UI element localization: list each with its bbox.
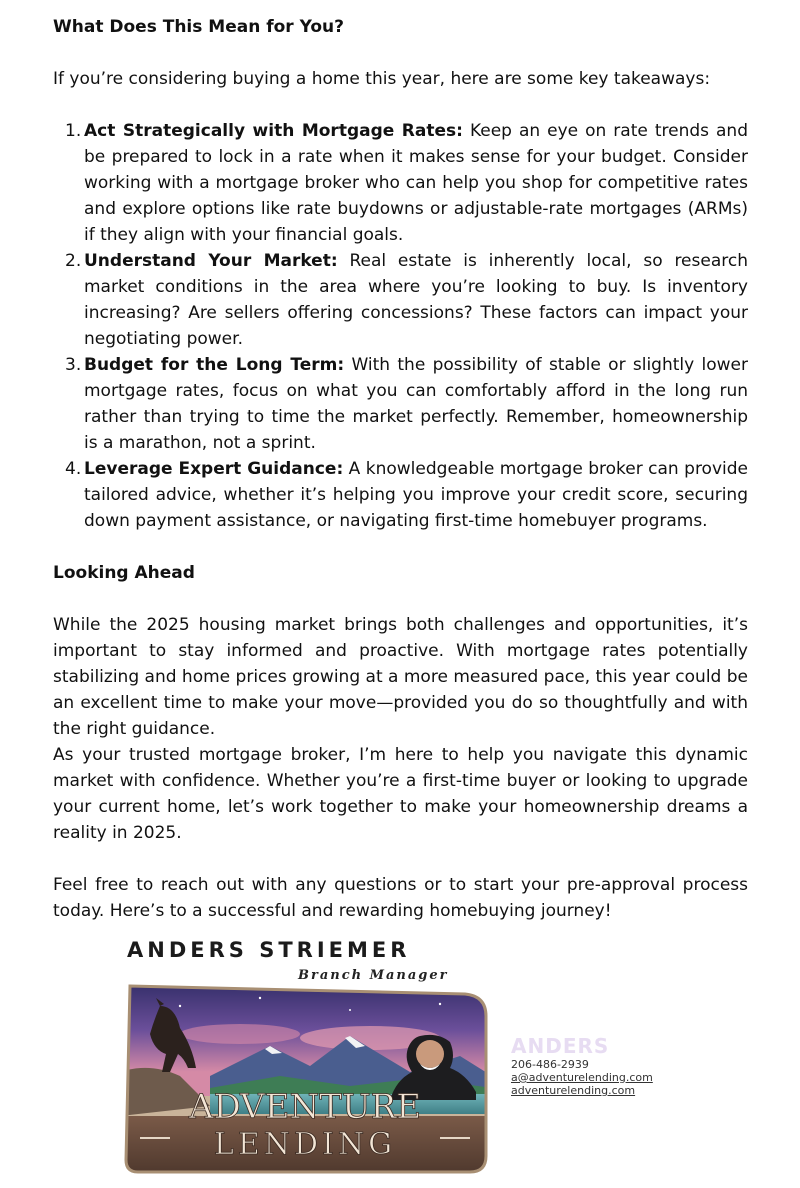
contact-website-link[interactable]: adventurelending.com	[511, 1084, 636, 1097]
list-item-lead: Leverage Expert Guidance:	[84, 459, 344, 479]
intro-paragraph: If you’re considering buying a home this year, here are some key takeaways:	[53, 69, 711, 89]
list-item	[53, 456, 748, 534]
section-heading-what-does-this-mean: What Does This Mean for You?	[53, 17, 345, 37]
closing-paragraph: Feel free to reach out with any questions or to start your pre-approval process today. Here’s to a successful and rewarding homebuying journey!	[53, 875, 748, 921]
list-number: 3.	[65, 355, 82, 375]
list-number: 2.	[65, 251, 82, 271]
logo-text-adventure: ADVENTURE	[188, 1087, 422, 1127]
email-signature	[120, 938, 680, 1178]
ghost-name: ANDERS	[511, 1034, 610, 1058]
list-item	[53, 352, 748, 456]
section-heading-looking-ahead: Looking Ahead	[53, 563, 195, 583]
list-item-text: A knowledgeable mortgage broker can provide tailored advice, whether it’s helping you improve your credit score, securing down payment assistance, or navigating first-time homebuyer programs.	[84, 459, 748, 531]
list-item-lead: Act Strategically with Mortgage Rates:	[84, 121, 463, 141]
document-body	[53, 14, 748, 924]
list-item	[53, 118, 748, 248]
list-number: 1.	[65, 121, 82, 141]
list-item-text: Keep an eye on rate trends and be prepared to lock in a rate when it makes sense for your budget. Consider working with a mortgage broker who can help you shop for competitive rates and explore options like rate buydowns or adjustable-rate mortgages (ARMs) if they align with your financial goals.	[84, 121, 748, 245]
list-item-text: Real estate is inherently local, so research market conditions in the area where you’re looking to buy. Is inventory increasing? Are sellers offering concessions? These factors can impact your negotiating power.	[84, 251, 748, 349]
takeaways-list	[53, 118, 748, 534]
signature-title: Branch Manager	[298, 968, 449, 983]
list-item	[53, 248, 748, 352]
contact-phone: 206-486-2939	[511, 1058, 589, 1071]
looking-ahead-paragraph-2: As your trusted mortgage broker, I’m here to help you navigate this dynamic market with confidence. Whether you’re a first-time buyer or looking to upgrade your current home, let’s work together to make your homeownership dreams a reality in 2025.	[53, 745, 748, 843]
signature-name: ANDERS STRIEMER	[127, 938, 411, 962]
looking-ahead-paragraph-1: While the 2025 housing market brings both challenges and opportunities, it’s important to stay informed and proactive. With mortgage rates potentially stabilizing and home prices growing at a more measured pace, this year could be an excellent time to make your move—provided you do so thoughtfully and with the right guidance.	[53, 615, 748, 739]
list-item-lead: Understand Your Market:	[84, 251, 338, 271]
contact-block	[511, 1034, 653, 1097]
list-item-lead: Budget for the Long Term:	[84, 355, 345, 375]
list-number: 4.	[65, 459, 82, 479]
adventure-lending-logo	[120, 976, 492, 1176]
logo-text-lending: LENDING	[213, 1127, 397, 1162]
contact-email-link[interactable]: a@adventurelending.com	[511, 1071, 653, 1084]
list-item-text: With the possibility of stable or slightly lower mortgage rates, focus on what you can comfortably afford in the long run rather than trying to time the market perfectly. Remember, homeownership is a marathon, not a sprint.	[84, 355, 748, 453]
